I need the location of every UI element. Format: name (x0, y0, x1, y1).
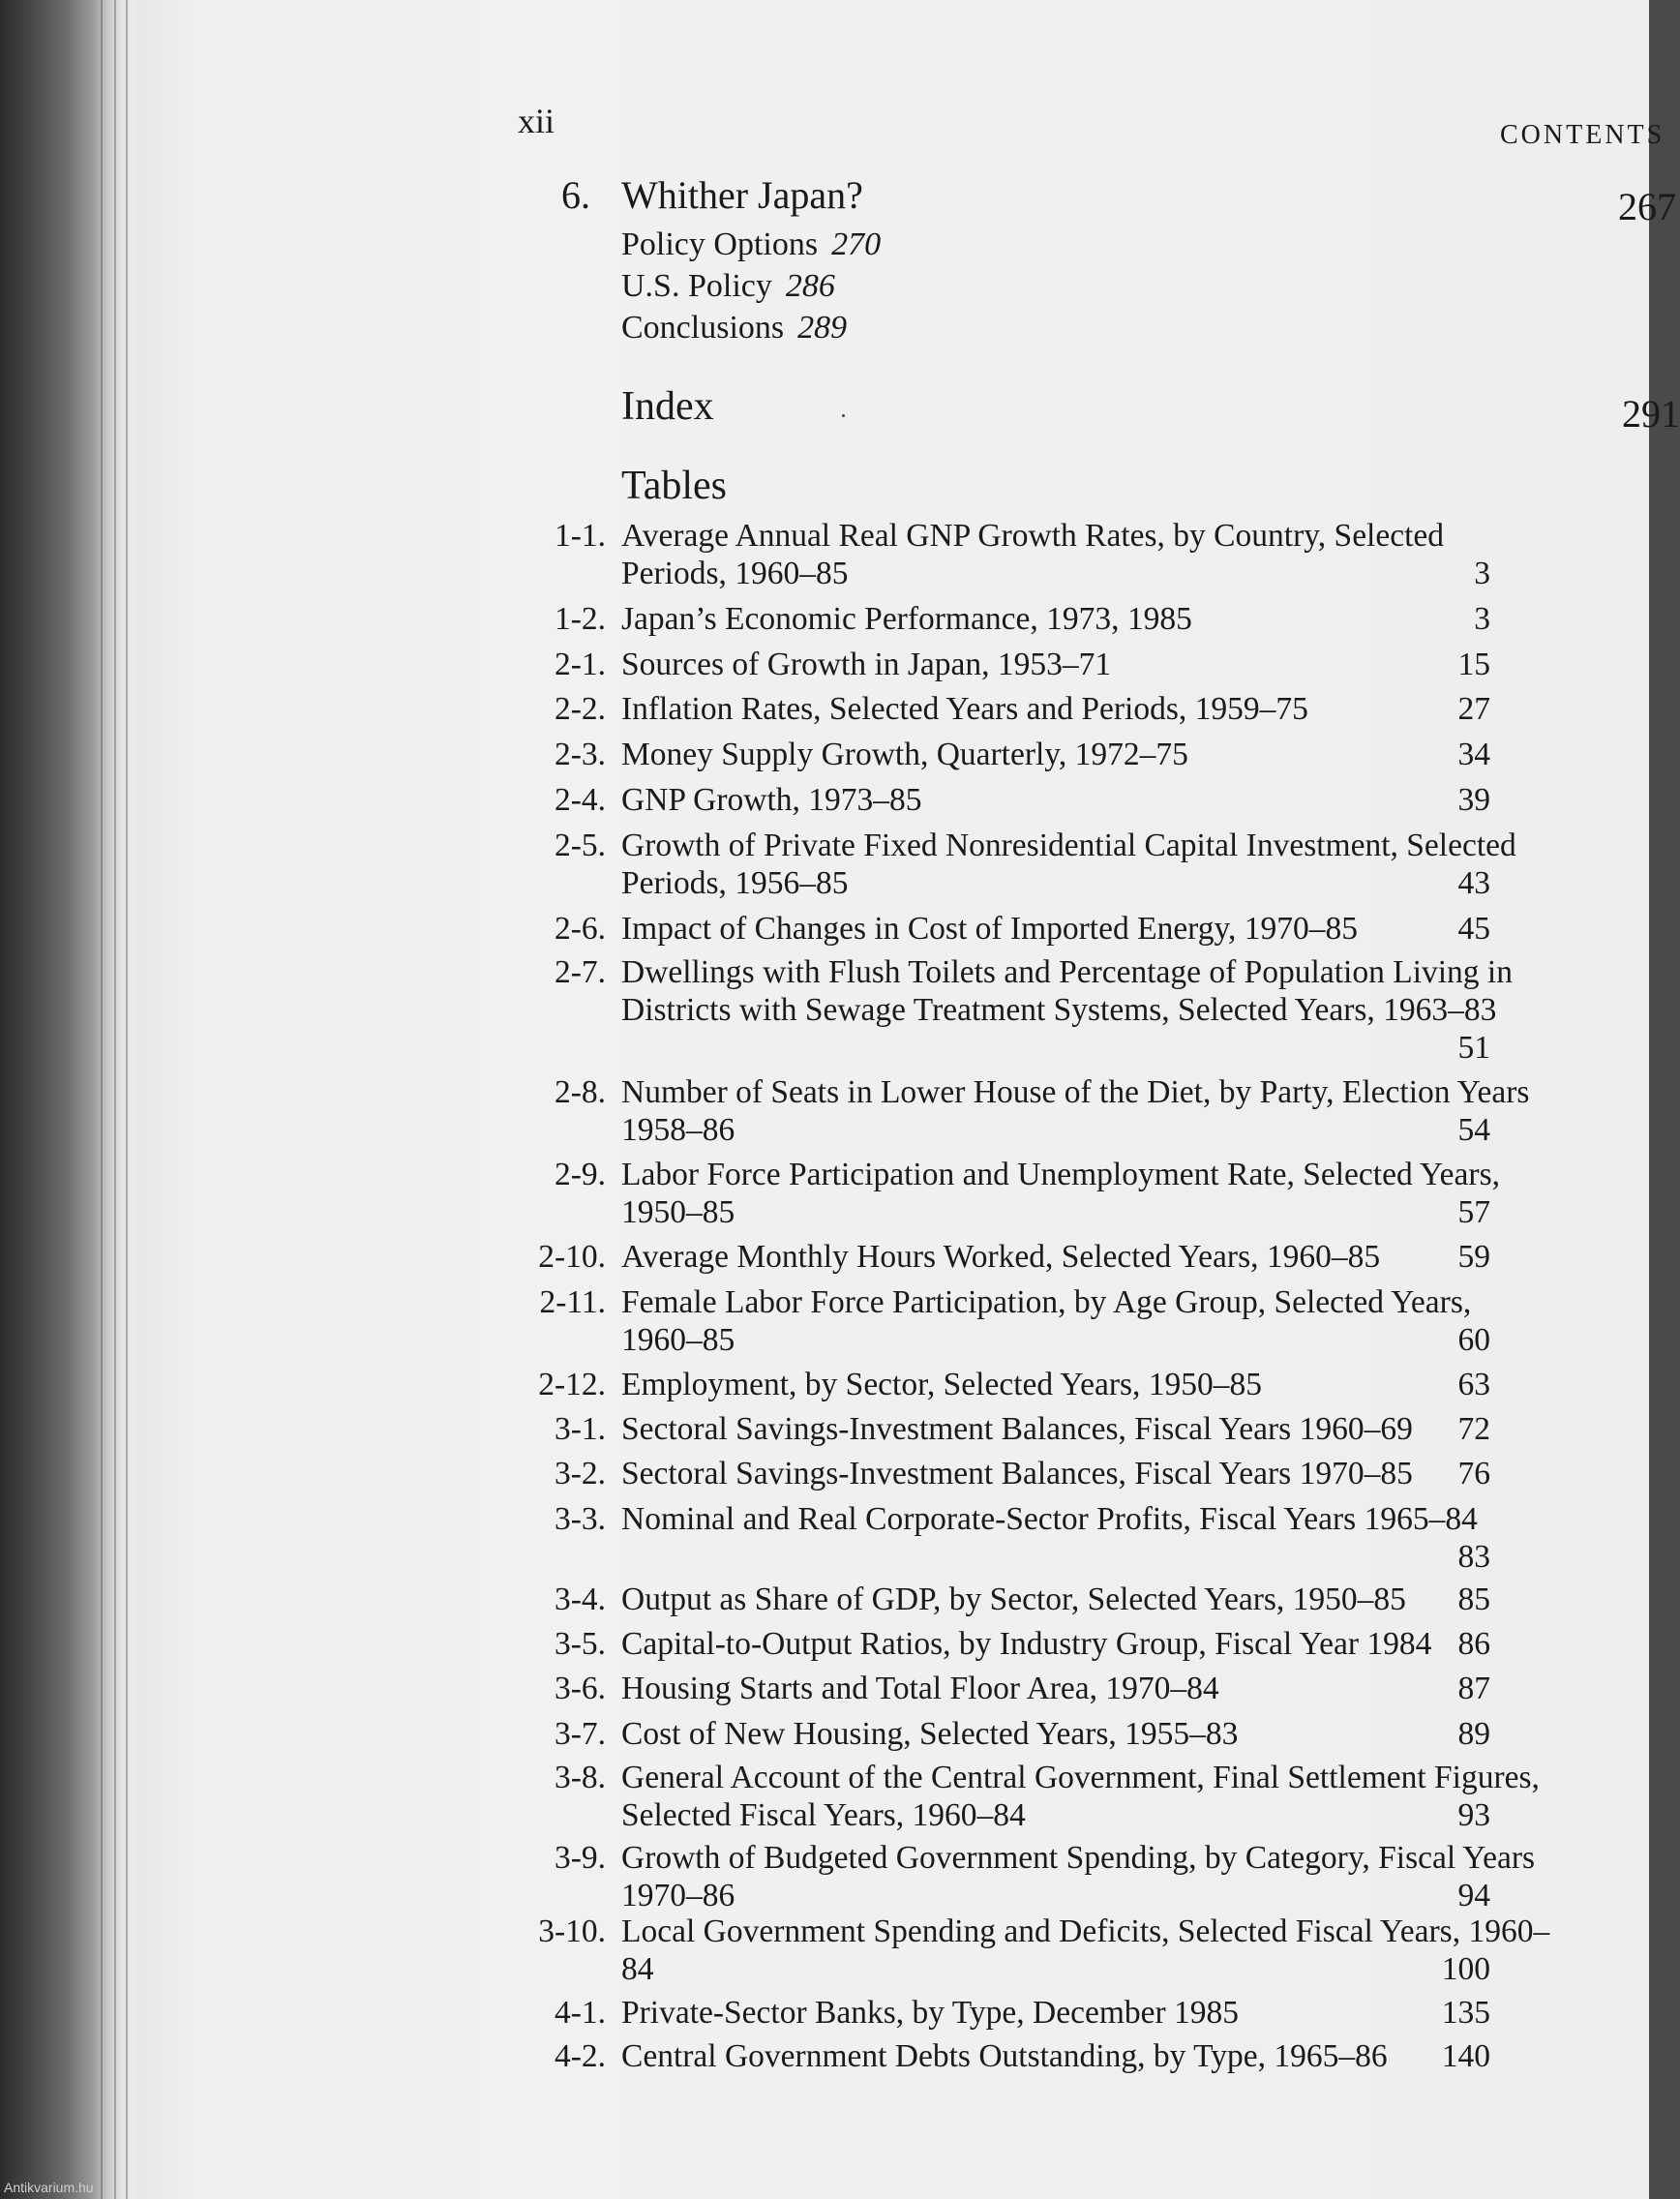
table-page: 59 (1457, 1239, 1490, 1275)
table-entry (135, 910, 1649, 948)
table-entry (135, 953, 1649, 1067)
chapter-section (621, 226, 881, 263)
table-title: Output as Share of GDP, by Sector, Selected Years, 1950–85 (621, 1581, 1406, 1617)
table-number: 2-8. (554, 1074, 606, 1110)
table-title: Private-Sector Banks, by Type, December 1985 (621, 1995, 1240, 2031)
table-entry (135, 1500, 1649, 1576)
table-title: General Account of the Central Government, Final Settlement Figures, Selected Fiscal Years, 1960–84 (621, 1760, 1540, 1833)
table-title: Nominal and Real Corporate-Sector Profits, Fiscal Years 1965–84 (621, 1501, 1478, 1537)
table-title: Sectoral Savings-Investment Balances, Fiscal Years 1960–69 (621, 1411, 1413, 1447)
table-page: 51 (1457, 1030, 1490, 1066)
table-page: 3 (1474, 556, 1490, 591)
table-number: 2-1. (554, 647, 606, 682)
table-entry (135, 1238, 1649, 1276)
chapter-number: 6. (561, 173, 590, 217)
table-title: Growth of Private Fixed Nonresidential Capital Investment, Selected Periods, 1956–85 (621, 828, 1516, 901)
table-number: 3-5. (554, 1626, 606, 1662)
table-entry (135, 1625, 1649, 1663)
table-number: 3-4. (554, 1581, 606, 1617)
page-edge-line (101, 0, 103, 2199)
table-title: Dwellings with Flush Toilets and Percentage of Population Living in Districts with Sewage Treatment Systems, Selected Years, 1963–83 (621, 954, 1513, 1028)
table-number: 3-10. (538, 1913, 606, 1949)
table-entry (135, 690, 1649, 728)
table-title: Labor Force Participation and Unemployment Rate, Selected Years, 1950–85 (621, 1157, 1500, 1230)
table-number: 2-4. (554, 782, 606, 818)
page-edge-line (114, 0, 116, 2199)
table-page: 85 (1457, 1581, 1490, 1617)
table-entry (135, 646, 1649, 683)
table-entry (135, 1366, 1649, 1403)
table-page: 27 (1457, 691, 1490, 727)
table-number: 3-2. (554, 1456, 606, 1491)
table-page: 76 (1457, 1456, 1490, 1491)
table-title: Employment, by Sector, Selected Years, 1950–85 (621, 1367, 1263, 1402)
table-page: 60 (1457, 1322, 1490, 1358)
table-page: 83 (1457, 1539, 1490, 1575)
table-title: Sources of Growth in Japan, 1953–71 (621, 647, 1112, 682)
table-number: 4-2. (554, 2038, 606, 2074)
table-number: 2-2. (554, 691, 606, 727)
table-number: 3-1. (554, 1411, 606, 1447)
tables-heading: Tables (621, 464, 728, 508)
table-number: 1-1. (554, 518, 606, 554)
table-title: Impact of Changes in Cost of Imported Energy, 1970–85 (621, 911, 1359, 947)
section-label: Policy Options (621, 226, 819, 262)
table-entry (135, 1283, 1649, 1359)
table-number: 2-9. (554, 1157, 606, 1192)
table-number: 3-3. (554, 1501, 606, 1537)
table-title: Growth of Budgeted Government Spending, by Category, Fiscal Years 1970–86 (621, 1840, 1536, 1913)
table-number: 1-2. (554, 601, 606, 637)
table-entry (135, 1913, 1649, 1988)
table-entry (135, 736, 1649, 773)
table-title: Japan’s Economic Performance, 1973, 1985 (621, 601, 1192, 637)
table-entry (135, 517, 1649, 592)
table-number: 2-12. (538, 1367, 606, 1402)
table-page: 93 (1457, 1797, 1490, 1833)
table-title: Average Annual Real GNP Growth Rates, by Country, Selected Periods, 1960–85 (621, 518, 1445, 591)
table-title: Cost of New Housing, Selected Years, 1955–83 (621, 1716, 1239, 1752)
table-entry (135, 827, 1649, 902)
table-entry (135, 1994, 1649, 2032)
table-title: Sectoral Savings-Investment Balances, Fiscal Years 1970–85 (621, 1456, 1413, 1491)
ink-speck (842, 414, 845, 417)
table-number: 3-9. (554, 1840, 606, 1876)
table-page: 15 (1457, 647, 1490, 682)
table-page: 100 (1441, 1951, 1490, 1987)
table-page: 94 (1457, 1878, 1490, 1913)
table-page: 34 (1457, 737, 1490, 772)
table-title: Local Government Spending and Deficits, Selected Fiscal Years, 1960–84 (621, 1913, 1550, 1987)
table-entry (135, 1670, 1649, 1707)
table-entry (135, 781, 1649, 819)
running-head: CONTENTS (1500, 120, 1665, 150)
table-title: Capital-to-Output Ratios, by Industry Group, Fiscal Year 1984 (621, 1626, 1432, 1662)
table-entry (135, 1715, 1649, 1753)
page-edge-line (126, 0, 128, 2199)
section-page: 270 (831, 226, 882, 262)
table-entry (135, 600, 1649, 638)
table-page: 54 (1457, 1112, 1490, 1148)
table-number: 2-6. (554, 911, 606, 947)
table-title: Number of Seats in Lower House of the Diet, by Party, Election Years 1958–86 (621, 1074, 1530, 1148)
table-title: Central Government Debts Outstanding, by Type, 1965–86 (621, 2038, 1388, 2074)
table-page: 3 (1474, 601, 1490, 637)
contents-page (135, 0, 1680, 2199)
table-page: 86 (1457, 1626, 1490, 1662)
table-title: GNP Growth, 1973–85 (621, 782, 922, 818)
page-folio: xii (518, 102, 555, 140)
section-page: 286 (785, 268, 835, 304)
chapter-section (621, 310, 847, 346)
section-page: 289 (797, 310, 848, 346)
table-entry (135, 1410, 1649, 1448)
chapter-page: 267 (1618, 185, 1676, 228)
table-title: Average Monthly Hours Worked, Selected Years, 1960–85 (621, 1239, 1381, 1275)
table-page: 135 (1441, 1995, 1490, 2031)
index-page: 291 (1622, 392, 1680, 436)
table-number: 2-11. (539, 1284, 606, 1320)
table-entry (135, 1455, 1649, 1492)
table-title: Female Labor Force Participation, by Age Group, Selected Years, 1960–85 (621, 1284, 1472, 1358)
table-page: 89 (1457, 1716, 1490, 1752)
table-entry (135, 1759, 1649, 1834)
table-number: 3-7. (554, 1716, 606, 1752)
table-page: 87 (1457, 1671, 1490, 1706)
section-label: U.S. Policy (621, 268, 772, 304)
table-number: 2-10. (538, 1239, 606, 1275)
table-number: 2-5. (554, 828, 606, 863)
table-number: 2-3. (554, 737, 606, 772)
table-number: 4-1. (554, 1995, 606, 2031)
table-title: Housing Starts and Total Floor Area, 1970–84 (621, 1671, 1219, 1706)
table-page: 39 (1457, 782, 1490, 818)
chapter-section (621, 268, 835, 305)
table-entry (135, 1581, 1649, 1618)
table-page: 63 (1457, 1367, 1490, 1402)
table-number: 2-7. (554, 954, 606, 990)
table-page: 43 (1457, 865, 1490, 901)
section-label: Conclusions (621, 310, 785, 346)
table-number: 3-6. (554, 1671, 606, 1706)
table-page: 72 (1457, 1411, 1490, 1447)
table-page: 45 (1457, 911, 1490, 947)
table-title: Money Supply Growth, Quarterly, 1972–75 (621, 737, 1188, 772)
table-number: 3-8. (554, 1760, 606, 1795)
watermark: Antikvarium.hu (4, 2180, 94, 2195)
index-label: Index (621, 384, 714, 429)
chapter-title: Whither Japan? (621, 173, 863, 217)
table-entry (135, 1156, 1649, 1231)
table-entry (135, 1839, 1649, 1914)
table-title: Inflation Rates, Selected Years and Periods, 1959–75 (621, 691, 1308, 727)
table-page: 140 (1441, 2038, 1490, 2074)
table-entry (135, 2037, 1649, 2075)
table-entry (135, 1073, 1649, 1149)
table-page: 57 (1457, 1194, 1490, 1230)
